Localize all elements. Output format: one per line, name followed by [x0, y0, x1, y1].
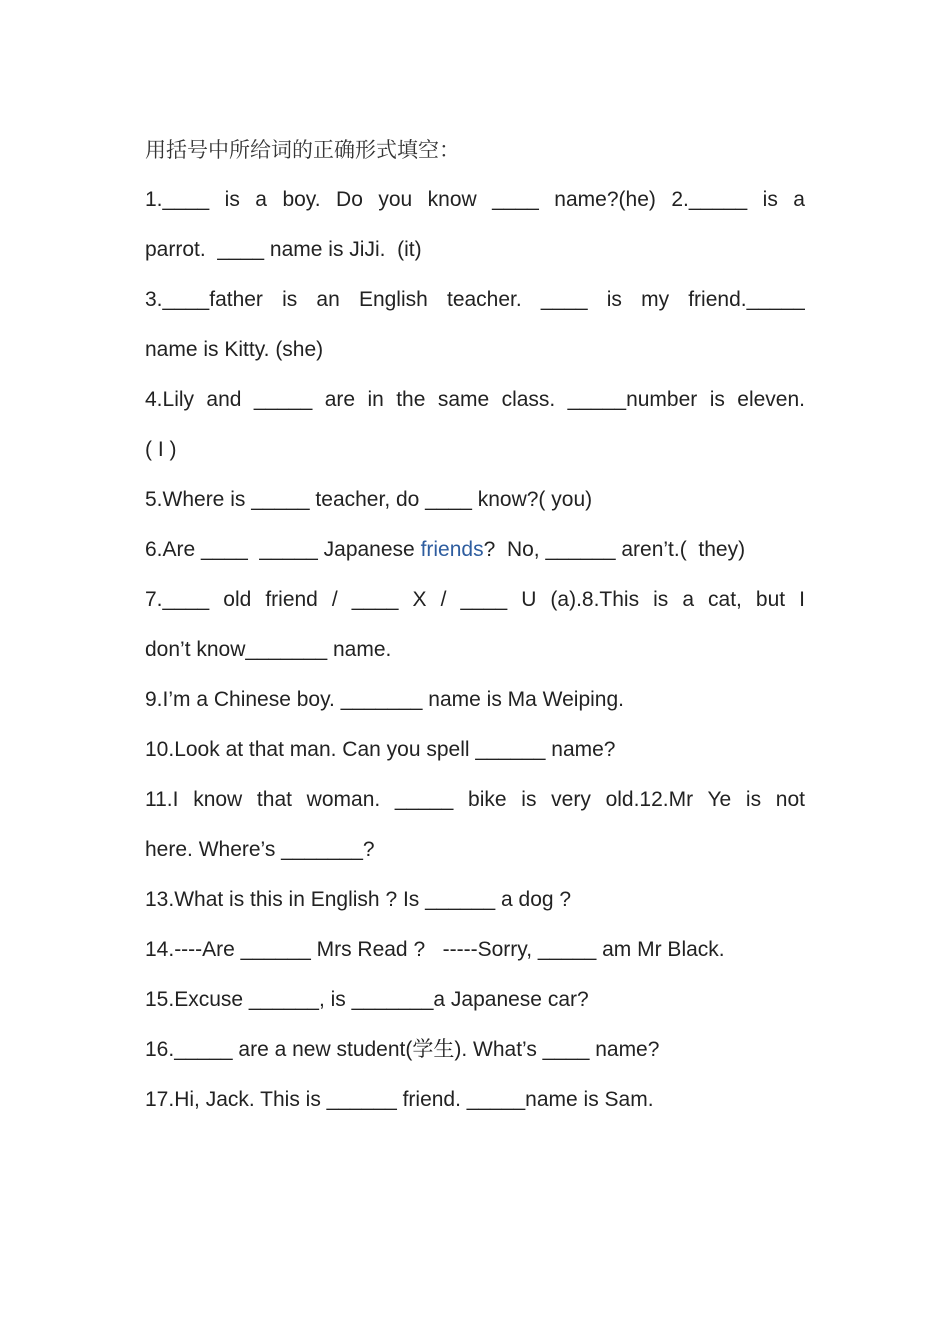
exercise-line: 16._____ are a new student(学生). What’s ____ name? — [145, 1038, 660, 1061]
exercise-line: 7.____ old friend / ____ X / ____ U (a).8.This is a cat, but I — [145, 588, 805, 611]
exercise-line: 17.Hi, Jack. This is ______ friend. _____name is Sam. — [145, 1088, 654, 1111]
exercise-line: 1.____ is a boy. Do you know ____ name?(he) 2._____ is a — [145, 188, 805, 211]
exercise-line: 15.Excuse ______, is _______a Japanese car? — [145, 988, 589, 1011]
exercise-line: 5.Where is _____ teacher, do ____ know?( you) — [145, 488, 593, 511]
exercise-line: ( I ) — [145, 438, 177, 461]
exercise-line: 9.I’m a Chinese boy. _______ name is Ma Weiping. — [145, 688, 624, 711]
exercise-line: parrot. ____ name is JiJi. (it) — [145, 238, 422, 261]
worksheet-page — [145, 125, 805, 1125]
exercise-line: 14.----Are ______ Mrs Read ? -----Sorry, _____ am Mr Black. — [145, 938, 725, 961]
exercise-line: 11.I know that woman. _____ bike is very old.12.Mr Ye is not — [145, 788, 805, 811]
exercise-line: 13.What is this in English ? Is ______ a dog ? — [145, 888, 572, 911]
exercise-line: don’t know_______ name. — [145, 638, 392, 661]
friends-link[interactable]: friends — [420, 538, 484, 561]
exercise-line: 4.Lily and _____ are in the same class. _____number is eleven. — [145, 388, 805, 411]
exercise-text: ? No, ______ aren’t.( they) — [483, 538, 746, 561]
exercise-line: name is Kitty. (she) — [145, 338, 324, 361]
exercise-line: here. Where’s _______? — [145, 838, 375, 861]
exercise-line: 3.____father is an English teacher. ____ is my friend._____ — [145, 288, 805, 311]
exercise-line — [145, 525, 805, 575]
exercise-line: 10.Look at that man. Can you spell ______ name? — [145, 738, 616, 761]
exercise-text: 6.Are ____ _____ Japanese — [145, 538, 421, 561]
instruction-heading: 用括号中所给词的正确形式填空： — [145, 138, 460, 162]
